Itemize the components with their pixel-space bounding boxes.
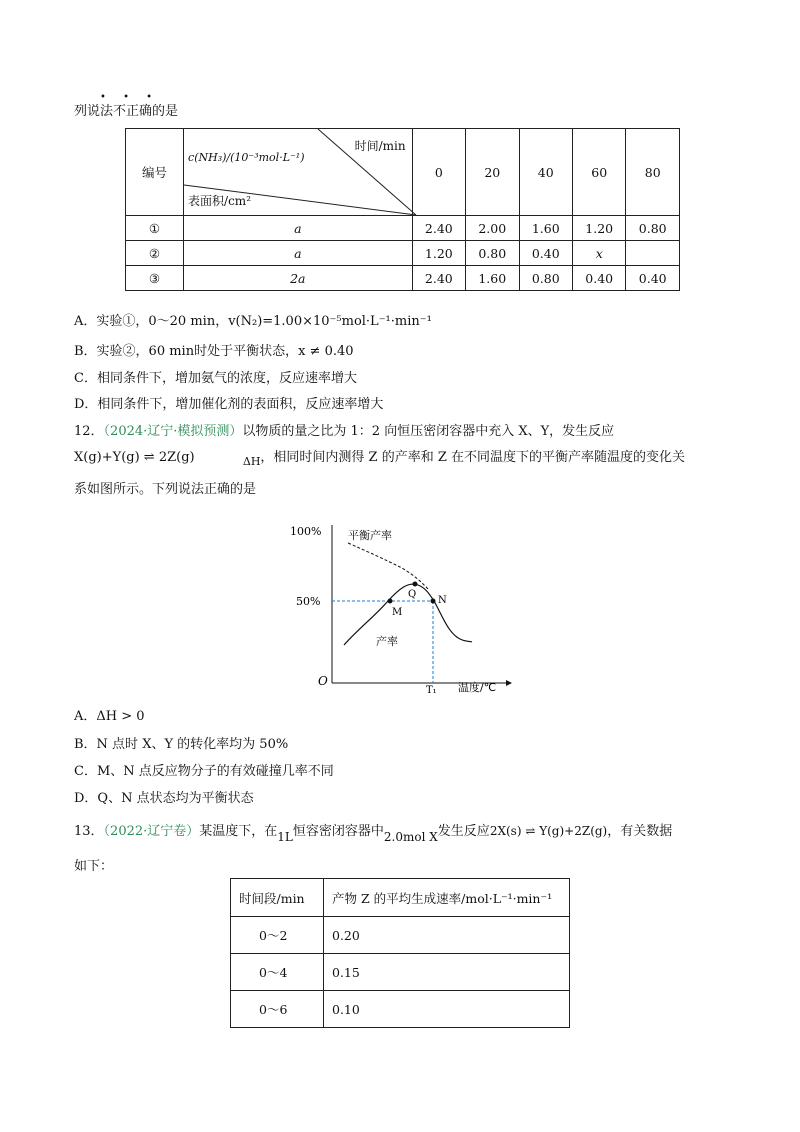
table-row [231, 917, 570, 954]
q13-line1 [74, 820, 673, 844]
diag-time-label: 时间/min [354, 139, 406, 153]
t2-header-time: 时间段/min [231, 879, 324, 917]
q13-text: 发生反应 [437, 824, 490, 839]
q13-number: 13． [74, 824, 104, 839]
t2-header-rate: 产物 Z 的平均生成速率/mol·L⁻¹·min⁻¹ [324, 879, 570, 917]
q12-option-b: B．N 点时 X、Y 的转化率均为 50% [74, 737, 289, 752]
q13-volume: 1L [277, 830, 293, 844]
cell: 1.20 [412, 241, 465, 266]
cell: 0.10 [324, 991, 570, 1028]
q12-source: （2024·辽宁·模拟预测） [103, 424, 243, 439]
row-id: ③ [126, 266, 184, 291]
cell: 2.40 [412, 266, 465, 291]
q13-line2: 如下： [74, 859, 114, 874]
diagonal-header [184, 129, 413, 216]
q13-text: 恒容密闭容器中 [292, 824, 384, 839]
cell: 0～6 [231, 991, 324, 1028]
cell: 1.60 [466, 266, 519, 291]
cell: 1.60 [519, 216, 572, 241]
q-label: Q [408, 589, 417, 600]
q12-equation: X(g)+Y(g) ⇌ 2Z(g) [74, 450, 195, 465]
q12-text1: 以物质的量之比为 1：2 向恒压密闭容器中充入 X、Y，发生反应 [242, 424, 615, 439]
t1-label: T₁ [426, 685, 437, 696]
q11-option-d: D．相同条件下，增加催化剂的表面积，反应速率增大 [74, 397, 384, 412]
cell: 0～2 [231, 917, 324, 954]
row-id: ② [126, 241, 184, 266]
yield-label: 产率 [376, 635, 398, 648]
q13-text: 某温度下，在 [199, 824, 278, 839]
q13-text: ，有关数据 [607, 824, 673, 839]
cell: 0.40 [519, 241, 572, 266]
q11-option-b: B．实验②，60 min时处于平衡状态，x ≠ 0.40 [74, 344, 354, 359]
cell: 2.00 [466, 216, 519, 241]
header-id: 编号 [126, 129, 184, 216]
table-row [126, 241, 680, 266]
row-id: ① [126, 216, 184, 241]
rate-table-2 [230, 878, 570, 1028]
y50-label: 50% [296, 595, 321, 608]
point-n [431, 599, 436, 604]
time-80: 80 [626, 129, 680, 216]
q12-line1 [74, 420, 614, 439]
emphasis-dots: • • • [100, 92, 160, 103]
time-20: 20 [466, 129, 519, 216]
origin-label: O [318, 674, 328, 688]
q13-equation: 2X(s) ⇌ Y(g)+2Z(g) [489, 824, 608, 838]
table-row [231, 991, 570, 1028]
row-area: a [184, 241, 413, 266]
time-40: 40 [519, 129, 572, 216]
q12-number: 12． [74, 424, 104, 439]
q12-option-a: A．ΔH > 0 [74, 709, 145, 724]
time-60: 60 [572, 129, 625, 216]
rate-table [125, 128, 680, 291]
n-label: N [438, 595, 447, 606]
cell: x [572, 241, 625, 266]
cell: 0.40 [626, 266, 680, 291]
y100-label: 100% [290, 525, 322, 538]
point-m [388, 599, 393, 604]
cell: 0.15 [324, 954, 570, 991]
x-axis-arrow [506, 680, 512, 686]
cell: 0～4 [231, 954, 324, 991]
table-row [231, 954, 570, 991]
time-0: 0 [412, 129, 465, 216]
diag-conc-label: c(NH₃)/(10⁻³mol·L⁻¹) [188, 151, 305, 164]
cell: 0.40 [572, 266, 625, 291]
cell: 0.80 [466, 241, 519, 266]
cell: 1.20 [572, 216, 625, 241]
row-area: 2a [184, 266, 413, 291]
q11-option-a: A．实验①，0～20 min，v(N₂)=1.00×10⁻⁵mol·L⁻¹·min⁻¹ [74, 314, 432, 329]
xlabel: 温度/℃ [458, 681, 497, 694]
eq-yield-label: 平衡产率 [348, 529, 392, 542]
cell: 0.80 [519, 266, 572, 291]
q12-dh: ΔH [242, 455, 261, 468]
cell: 2.40 [412, 216, 465, 241]
m-label: M [392, 607, 403, 618]
point-q [413, 582, 418, 587]
yield-graph [290, 515, 530, 696]
table-row [126, 216, 680, 241]
q13-amount: 2.0mol X [383, 830, 438, 844]
cell: 0.80 [626, 216, 680, 241]
q12-line3: 系如图所示。下列说法正确的是 [74, 482, 257, 497]
q11-option-c: C．相同条件下，增加氨气的浓度，反应速率增大 [74, 371, 357, 386]
q12-option-c: C．M、N 点反应物分子的有效碰撞几率不同 [74, 764, 334, 779]
table-row [126, 266, 680, 291]
q12-option-d: D．Q、N 点状态均为平衡状态 [74, 791, 254, 806]
q13-source: （2022·辽宁卷） [103, 824, 200, 839]
diag-area-label: 表面积/cm² [188, 194, 252, 208]
row-area: a [184, 216, 413, 241]
q12-text2: ，相同时间内测得 Z 的产率和 Z 在不同温度下的平衡产率随温度的变化关 [260, 450, 686, 465]
cell [626, 241, 680, 266]
cell: 0.20 [324, 917, 570, 954]
intro-text: 列说法不正确的是 [74, 104, 179, 119]
q12-line2 [74, 446, 686, 468]
